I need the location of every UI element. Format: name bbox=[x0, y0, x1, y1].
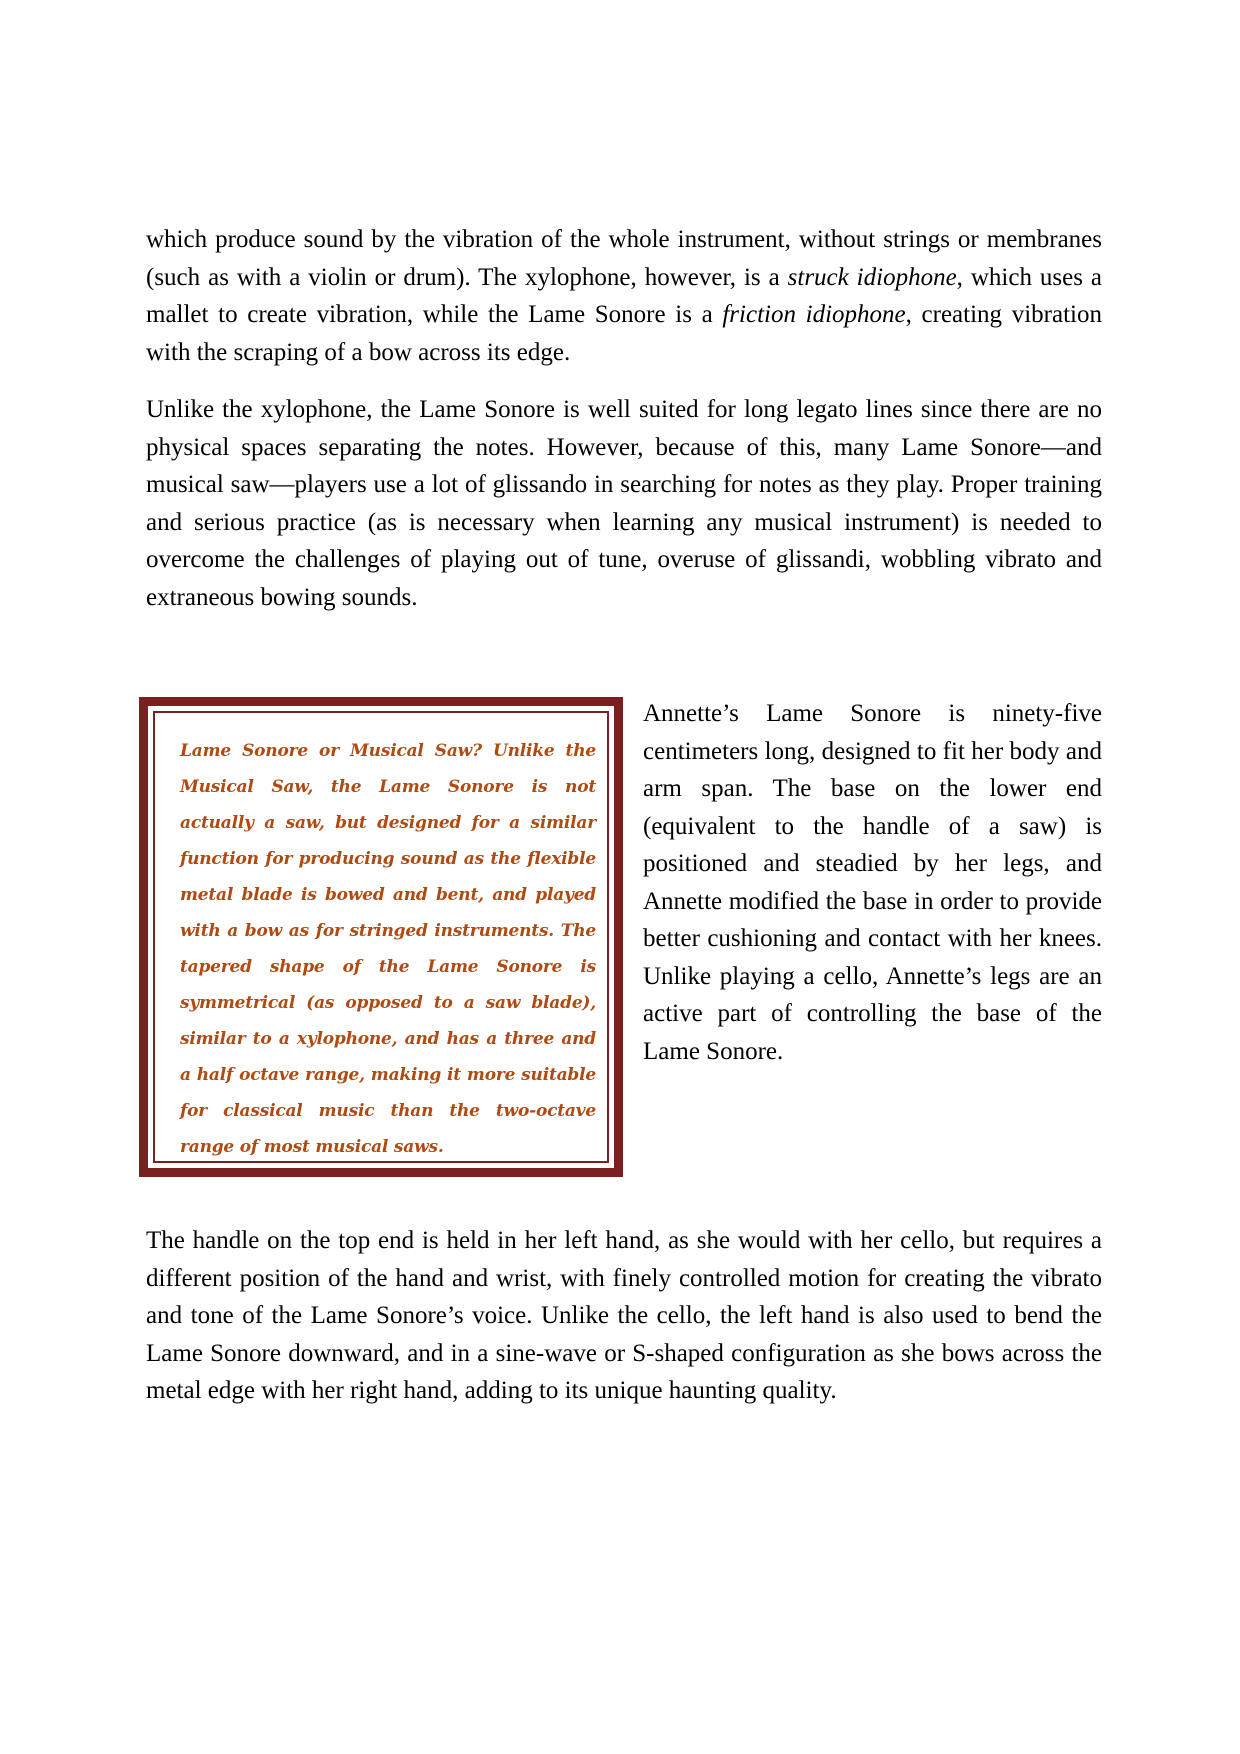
body-paragraph-legato: Unlike the xylophone, the Lame Sonore is well suited for long legato lines since there are no physical spaces separating the notes. However, because of this, many Lame Sonore—and musical saw—players use a lot of glissando in searching for notes as they play. Proper training and serious practice (as is necessary when learning any musical instrument) is needed to overcome the challenges of playing out of tune, overuse of glissandi, wobbling vibrato and extraneous bowing sounds. bbox=[146, 396, 1102, 611]
body-paragraph-idiophones bbox=[146, 221, 1102, 371]
body-paragraph-handle: The handle on the top end is held in her left hand, as she would with her cello, but requires a different position of the hand and wrist, with finely controlled motion for creating the vibrato and tone of the Lame Sonore’s voice. Unlike the cello, the left hand is also used to bend the Lame Sonore downward, and in a sine-wave or S-shaped configuration as she bows across the metal edge with her right hand, adding to its unique haunting quality. bbox=[146, 1227, 1102, 1404]
paragraph-text: which produce sound by the vibration of the whole instrument, without strings or membranes (such as with a violin or drum). The xylophone, however, is a bbox=[146, 226, 1102, 291]
sidebar-text: Lame Sonore or Musical Saw? Unlike the Musical Saw, the Lame Sonore is not actually a saw, but designed for a similar function for producing sound as the flexible metal blade is bowed and bent, and played with a bow as for stringed instruments. The tapered shape of the Lame Sonore is symmetrical (as opposed to a saw blade), similar to a xylophone, and has a three and a half octave range, making it more suitable for classical music than the two-octave range of most musical saws. bbox=[180, 741, 596, 1157]
sidebar-box bbox=[139, 697, 623, 1177]
paragraph-text: , creating vibration with the scraping of a bow across its edge. bbox=[146, 301, 1102, 366]
emphasis-friction-idiophone: friction idiophone bbox=[722, 301, 906, 328]
emphasis-struck-idiophone: struck idiophone bbox=[787, 263, 957, 291]
paragraph-text: , which uses a mallet to create vibration, while the Lame Sonore is a bbox=[146, 263, 1102, 328]
body-paragraph-annette-lame-sonore: Annette’s Lame Sonore is ninety-five centimeters long, designed to fit her body and arm span. The base on the lower end (equivalent to the handle of a saw) is positioned and steadied by her legs, and Annette modified the base in order to provide better cushioning and contact with her knees. Unlike playing a cello, Annette’s legs are an active part of controlling the base of the Lame Sonore. bbox=[643, 700, 1102, 1065]
